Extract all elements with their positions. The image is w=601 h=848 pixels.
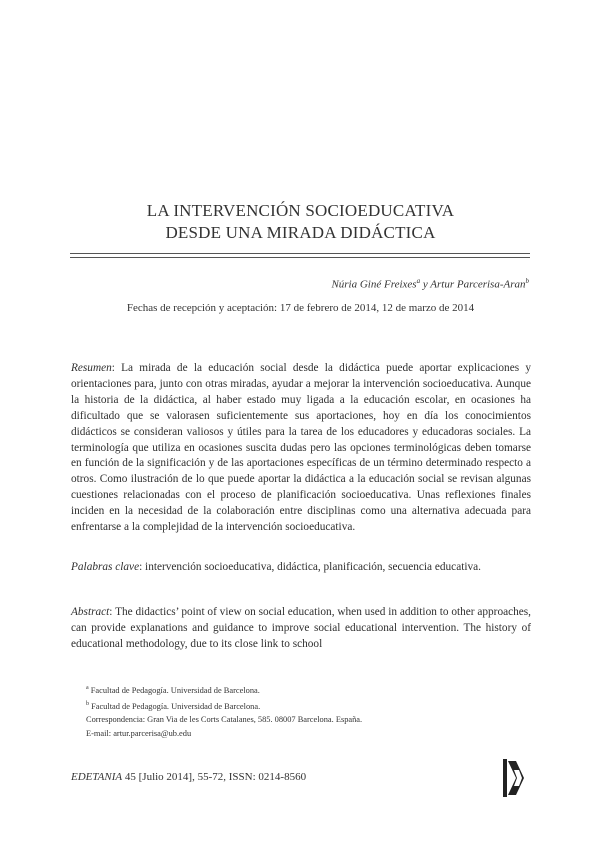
resumen-paragraph (71, 361, 531, 536)
title-rule-bottom (70, 257, 530, 258)
resumen-label: Resumen (71, 362, 112, 374)
footnote-a-text: Facultad de Pedagogía. Universidad de Barcelona. (88, 685, 260, 695)
title-line-2: DESDE UNA MIRADA DIDÁCTICA (165, 223, 436, 242)
footnote-a (86, 682, 526, 698)
footnote-a-mark: a (86, 685, 89, 691)
author-line (331, 277, 529, 291)
author-1-mark: a (416, 277, 421, 285)
footnote-b-mark: b (86, 700, 89, 707)
journal-citation (71, 771, 306, 783)
journal-name: EDETANIA (71, 771, 123, 783)
author-2: Artur Parcerisa-Aran (430, 278, 526, 291)
keywords-text: : intervención socioeducativa, didáctica, planificación, secuencia educativa. (139, 561, 481, 573)
reception-dates: Fechas de recepción y aceptación: 17 de febrero de 2014, 12 de marzo de 2014 (126, 302, 475, 314)
author-2-mark: b (525, 277, 529, 285)
keywords-paragraph (71, 560, 531, 576)
footnote-email: E-mail: artur.parcerisa@ub.edu (86, 728, 192, 738)
footnotes (86, 682, 526, 740)
author-connector: y (420, 278, 431, 291)
title-line-1: LA INTERVENCIÓN SOCIOEDUCATIVA (146, 201, 455, 220)
article-title (0, 200, 601, 244)
abstract-text: : The didactics’ point of view on social education, when used in addition to other approaches, can provide explanations and guidance to improve social educational intervention. The history of educational methodology, due to its close link to school (71, 606, 531, 650)
abstract-label: Abstract (71, 606, 110, 618)
footnote-b (86, 698, 526, 714)
edetania-logo-icon (503, 759, 525, 797)
abstract-paragraph (71, 605, 531, 653)
footnote-b-text: Facultad de Pedagogía. Universidad de Barcelona. (89, 701, 261, 711)
footnote-correspondence: Correspondencia: Gran Via de les Corts Catalanes, 585. 08007 Barcelona. España. (86, 715, 363, 724)
journal-details: 45 [Julio 2014], 55-72, ISSN: 0214-8560 (122, 771, 307, 783)
keywords-label: Palabras clave (71, 561, 140, 573)
resumen-text: : La mirada de la educación social desde la didáctica puede aportar explicaciones y orientaciones para, junto con otras miradas, ayudar a mejorar la intervención socioeducativa. Aunque la historia de la didáctica, al haber estado muy ligada a la educación escolar, en ocasiones ha dificultado que se valorasen suficientemente sus aportaciones, hoy en día los conocimientos didácticos se consideran valiosos y útiles para la tarea de los educadores y educadoras sociales. La terminología que utiliza en ocasiones suscita dudas pero las opciones terminológicas deben tomarse en función de la significación y de las aportaciones específicas de un término determinado respecto a otros. Como ilustración de lo que puede aportar la didáctica a la educación social se revisan algunas cuestiones relacionadas con el proceso de planificación socioeducativa. Unas reflexiones finales inciden en la necesidad de la colaboración entre disciplinas como una alternativa adecuada para enfrentarse a la complejidad de la intervención socioeducativa. (71, 362, 531, 534)
title-rule-top (70, 253, 530, 254)
author-1: Núria Giné Freixes (331, 278, 417, 291)
